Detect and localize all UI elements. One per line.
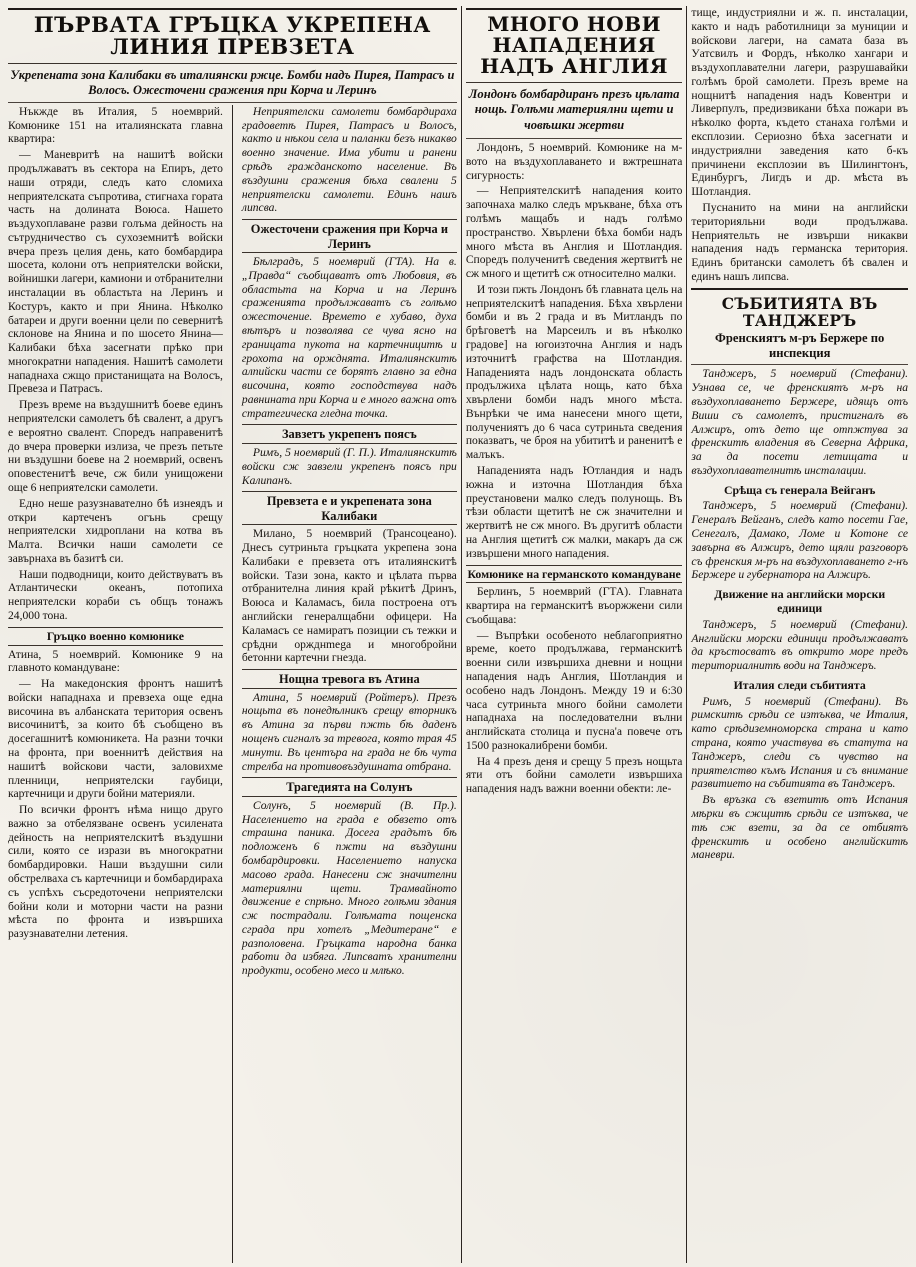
left-column-1 (8, 105, 228, 1263)
right-column-group (691, 6, 908, 1263)
tangier-box-subhead: Френскиятъ м-ръ Бержере по инспекция (715, 330, 885, 360)
tangier-box-headline: СЪБИТИЯТА ВЪ ТАНДЖЕРЪ (721, 293, 878, 330)
group-divider-mid-right (686, 6, 687, 1263)
paragraph: Лондонъ, 5 ноемврий. Комюнике на м-вото на въздухоплаването и вжтрешната сигурность: (465, 141, 683, 182)
section-heading-german-communique: Комюнике на германското командуване (466, 565, 683, 584)
mid-subhead: Лондонъ бомбардиранъ презъ цѣлата нощь. Голѣми материялни щети и човѣшки жертви (468, 87, 680, 132)
paragraph: Нъкжде въ Италия, 5 ноемврий. Комюнике 151 на италиянската главна квартира: (8, 104, 223, 146)
paragraph: тище, индустриялни и ж. п. инсталации, както и надъ работилници за муниции и войскови лагери, на самата база въ Уатсвилъ и Фордъ, нѣколко хангари и въздухоплавателни лагери, разрушавайки голѣмъ брой самолети. Презъ време на нощнитѣ нападения надъ Ковентри и Ливерпулъ, предизвикани бѣха пожари въ нѣколко форта, където станаха голѣми и експлозии. Сериозно бѣха засегнати и индустриялни заведения като б-къ причинени експлозии въ Шилингтонъ, Единбургъ, Лигдъ и др. мѣста въ Шотландия. (691, 6, 908, 199)
rule-under-mid-headline (466, 82, 683, 83)
paragraph: Танджеръ, 5 ноемврий (Стефани). Генералъ Вейганъ, следъ като посети Гае, Сенегалъ, Дамако, Ломе и Котоне се завърна въ Алжиръ, дето щяли разговоръ съ френския м-ръ на въздухоплаването г-нъ Бержере и губернатора на Алжиръ. (691, 499, 908, 582)
paragraph: Милано, 5 ноемврий (Трансоцеано). Днесъ сутриньта гръцката укрепена зона Калибаки е превзета отъ италиянскитѣ войски. Тази зона, както и цѣлата първа отбранителна линия край рѣкитѣ Дринъ, Воюса и Каламасъ, била построена отъ английски генералщабни офицери. На Каламасъ се намиратъ позиции съ тежки и срѣдни оржднmega и многобройни бетонни картечни гнезда. (241, 527, 457, 665)
paragraph: Солунъ, 5 ноемврий (В. Пр.). Населението на града е обвзето отъ страшна паника. Досега градътъ бѣ подложенъ 6 пжти на въздушни бомбардировки. Населението напуска масово града. Нанесени сж значителни материялни щети. Трамвайното движение е спрѣно. Много голѣми здания сж пострадали. Голѣмата пощенска сграда при хотелъ „Медитеране“ е разполовена. Гръцката народна банка работи да избяга. Липсватъ хранителни продукти, особено месо и млѣко. (241, 798, 457, 978)
left-subhead: Укрепената зона Калибаки въ италиянски ржце. Бомби надъ Пирея, Патрасъ и Волосъ. Ожесточени сражения при Корча и Леринъ (10, 68, 455, 97)
section-heading-greek-communique: Гръцко военно комюнике (8, 627, 223, 646)
section-heading-salonika: Трагедията на Солунъ (242, 777, 457, 797)
paragraph: — Неприятелскитѣ нападения които започнаха малко следъ мръкване, бѣха отъ голѣмъ мащабъ и надъ голѣмо пространство. Хвърлени бѣха бомби надъ много мѣста въ Англия и Шотландия. Споредъ полученитѣ сведения жертвитѣ не сж много и щетитѣ сж относително малки. (465, 184, 683, 281)
paragraph: Римъ, 5 ноемврий (Г. П.). Италиянскитѣ войски сж завзели укрепенъ поясъ при Калипанъ. (241, 445, 457, 487)
paragraph: Танджеръ, 5 ноемврий (Стефани). Английски морски единици продължаватъ да кръстосватъ въ открито море предъ териториалнитѣ води на Танджеръ. (691, 617, 908, 673)
paragraph: Въ връзка съ взетитѣ отъ Испания мѣрки въ сжщитѣ срѣди се изтъква, че тѣ сж взети, за да се отбиятъ френскитѣ и особено английскитѣ маневри. (691, 793, 908, 862)
rule-top-mid (466, 8, 683, 10)
paragraph: По всички фронтъ нѣма нищо друго важно за отбелязване освенъ усилената дейность на неприятелскитѣ въздушни сили, която се изрази въ многократни бомбардировки. Наши въздушни сили обстрелваха съ картечници и бомбардираха съ успѣхъ съсредоточени неприятелски бойни коли и моторни части на разни мѣста по фронта и извършиха разузнавателни летения. (8, 803, 223, 941)
paragraph: Презъ време на въздушнитѣ боеве единъ неприятелски самолетъ бѣ свалент, а другъ е вероятно свалент. Споредъ направенитѣ до вчера проверки излиза, че презъ петьте ни въздушни боеве на 2 ноемврий, освенъ оповестенитѣ вече, сж били унищожени още 6 неприятелски самолети. (8, 398, 223, 494)
section-heading-athens-alarm: Нощна тревога въ Атина (242, 669, 457, 689)
paragraph: Римъ, 5 ноемврий (Стефани). Въ римскитѣ срѣди се изтъква, че Италия, като срѣдиземноморска страна и като страна, която участвува въ статута на Танджеръ, следи съ чувство на приятелство къмъ Испания и съ внимание развитието на събитията въ Танджеръ. (691, 694, 908, 791)
left-body-columns (8, 105, 457, 1263)
section-heading-fortified-belt: Завзетъ укрепенъ поясъ (242, 424, 457, 444)
left-column-2 (237, 105, 457, 1263)
column-divider (232, 105, 233, 1263)
mid-article-continuation (691, 6, 908, 286)
paragraph: — Въпрѣки особеното неблагоприятно време, което продължава, германскитѣ военни сили извършиха дневни и нощни нападения надъ Англия, Шотландия и особено надъ Лондонъ. Между 19 и 6:30 часа сутриньта много бойни самолети нападнаха на последователни вълни английската столица и пусна'а повече отъ 1500 разнокалибрени бомби. (465, 628, 683, 752)
paragraph: Танджеръ, 5 ноемврий (Стефани). Узнава се, че френскиятъ м-ръ на въздухоплаването Бержере, идящъ отъ Виши съ самолетъ, пристигналъ въ Алжиръ, отъ дето ще отпжтува за френскитѣ владения въ Северна Африка, за да посети летищата и въздухоплавателнитѣ инсталации. (691, 367, 908, 477)
paragraph: Едно нешe разузнавателно бѣ изнеядъ и откри картеченъ огънь срещу неприятелски хидроплани на котва въ Малта. Всички наши самолети се завърнаха въ базитѣ си. (8, 496, 223, 565)
rule-above-tangier-box (691, 288, 908, 290)
paragraph: Нападенията надъ Ютландия и надъ южна и източна Шотландия бѣха преустановени малко следъ полунощь. Въ тѣзи области щетитѣ не сж значителни и жертвитѣ не сж много. Въ другитѣ области на Англия щетитѣ сж малки, макаръ да сж извършени много нападения. (465, 464, 683, 560)
left-article-group (8, 6, 457, 1263)
rule-under-mid-subhead (466, 138, 683, 139)
group-divider-left-mid (461, 6, 462, 1263)
paragraph: — Маневритѣ на нашитѣ войски продължаватъ въ сектора на Епиръ, дето наши отряди, следъ като сломиха неприятелската съпротива, стигнаха гората часть на долината Воюса. Нашето въздухоплаване разви голъма дейность на сътрудничество съ сухоземнитѣ войски вчера презъ целия день, като бомбардира шосета, колони отъ неприятелски войски, войнишки лагери, камиони и отбранителни инсталации въ областьта на Леринъ и Костуръ, както и при Янина. Нѣколко батареи и други военни цели по севернитѣ склонове на Янина и по шосето Янина—Калибаки бѣха засегнати прѣко при многократни нападения. Нашитѣ самолети нападнаха сжщо пристанищата на Волосъ, Превеза и Патрасъ. (8, 148, 223, 396)
paragraph: На 4 презъ деня и срещу 5 презъ нощьта яти отъ бойни самолети извършиха нападения надъ важни военни обекти: ле- (465, 754, 683, 796)
section-heading-korcha-lerin: Ожесточени сражения при Корча и Леринъ (242, 219, 457, 253)
rule-top-left (8, 8, 457, 10)
paragraph: Пуснанито на мини на английски територияльни води продължава. Неприятельть не извърши никакви нападения надъ германска територия. Единъ британски самолетъ бѣ свален и единъ нашъ липсва. (691, 200, 908, 283)
paragraph: Неприятелски самолети бомбардираха градоветѣ Пирея, Патрасъ и Волосъ, както и нѣкои села и паланки безъ никакво военно значение. Има убити и ранени срѣдъ гражданското население. Въ въздушни сражения бѣха свалени 5 неприятелски самолети. Единъ нашъ липсва. (241, 104, 457, 215)
section-heading-kalibaki: Превзета е и укрепената зона Калибаки (242, 491, 457, 525)
paragraph: Атина, 5 ноемврий (Ройтеръ). Презъ нощьта въ понедѣлникъ срещу вторникъ въ Атина за първи пжть бѣ даденъ нощенъ сигналъ за тревога, която трая 45 минути. Въ центъра на града не бѣ чута стрелба на противовъздушната отбрана. (241, 690, 457, 773)
rule-under-left-headline (8, 63, 457, 64)
paragraph: И този пжть Лондонъ бѣ главната цель на неприятелскитѣ нападения. Бѣха хвърлени бомби и въ 2 града и въ Митландъ по брѣговетѣ на Марсеилъ и въ нѣколко градове] на югоизточна Англия и надъ източнитѣ графства на Шотландия. Нападенията надъ лондонската область продължиха цѣлата нощь, като бѣха хвърлени бомби надъ много мѣста. Вънрѣки че има нанесени много щети, получениятъ до 6 часа сутриньта сведения показватъ, че броя на убититѣ и раненитѣ е малъкъ. (465, 282, 683, 462)
section-heading-italy-follows-events: Италия следи събитията (733, 677, 866, 692)
rule-under-left-subhead (8, 102, 457, 103)
mid-headline: МНОГО НОВИ НАПАДЕНИЯ НАДЪ АНГЛИЯ (480, 12, 668, 78)
mid-body-columns (466, 141, 683, 1263)
paragraph: Берлинъ, 5 ноемврий (ГТА). Главната квартира на германскитѣ въоржжени сили съобщава: (465, 585, 683, 626)
paragraph: Атина, 5 ноемврий. Комюнике 9 на главното командуване: (8, 647, 223, 675)
mid-article-group (466, 6, 683, 1263)
rule-under-tangier-subhead (691, 364, 908, 365)
section-heading-weygand-meeting: Срѣща съ генерала Вейганъ (724, 482, 876, 497)
paragraph: — На македонския фронтъ нашитѣ войски нападнаха и превзеха още една височина въ албанската територия освенъ височинитѣ, за които бѣ съобщено въ досегашнитѣ комюникета. На разни точки на фронта, при военнитѣ действия на нашитѣ войскови части, заловихме пленници, неприятелски гаубици, картечници и други бойни материяли. (8, 677, 223, 801)
paragraph: Наши подводници, които действуватъ въ Атлантически океанъ, потопиха неприятелски кораби съ общъ тонажъ 24,000 тона. (8, 567, 223, 622)
left-headline: ПЪРВАТА ГРЪЦКА УКРЕПЕНА ЛИНИЯ ПРЕВЗЕТА (33, 12, 431, 60)
paragraph: Бѣлградъ, 5 ноемврий (ГТА). На в. „Правда“ съобщаватъ отъ Любовия, въ областьта на Корча и на Леринъ сраженията продължаватъ съ голѣмо ожесточение. Времето е хубаво, духа вѣтъръ и позволява се чува ясно на границата пукота на картечницитѣ и грохота на оржднята. Италиянскитѣ алпийски части се борятъ главно за една височина, която господствува надъ равнината при Корча и е много важна отъ стратегическа гледна точка. (241, 255, 457, 420)
section-heading-british-naval-units: Движение на английски морски единици (714, 587, 886, 615)
mid-column-1 (466, 141, 683, 1263)
